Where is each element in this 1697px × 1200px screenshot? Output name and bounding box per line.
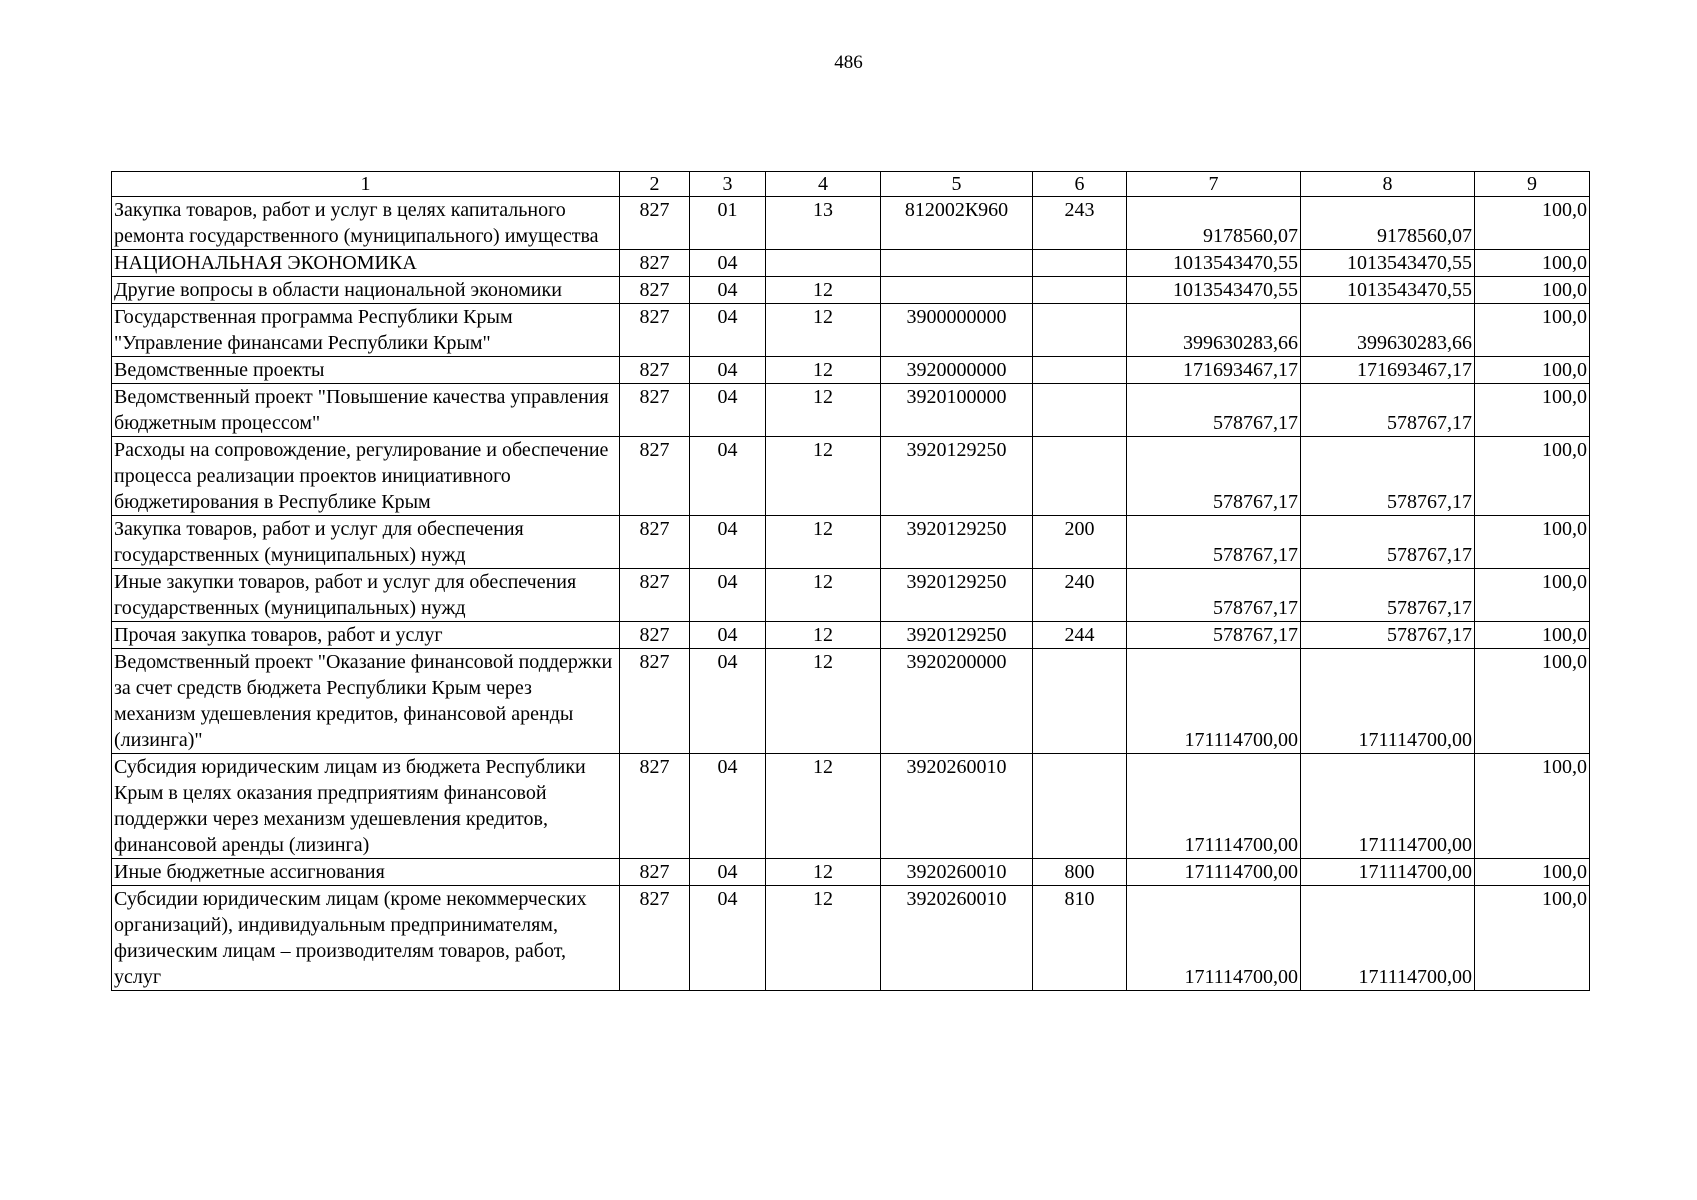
section-cell: 04 — [690, 437, 766, 516]
executed-amount-cell: 578767,17 — [1301, 516, 1475, 569]
section-cell: 04 — [690, 622, 766, 649]
percent-cell: 100,0 — [1475, 754, 1590, 859]
approved-amount-cell: 578767,17 — [1127, 437, 1301, 516]
target-article-cell: 3920129250 — [881, 437, 1033, 516]
percent-cell: 100,0 — [1475, 886, 1590, 991]
admin-code-cell: 827 — [620, 649, 690, 754]
item-name-cell: Ведомственные проекты — [112, 357, 620, 384]
expense-type-cell: 200 — [1033, 516, 1127, 569]
target-article-cell: 3920260010 — [881, 754, 1033, 859]
section-cell: 04 — [690, 859, 766, 886]
approved-amount-cell: 578767,17 — [1127, 569, 1301, 622]
target-article-cell: 3920100000 — [881, 384, 1033, 437]
section-cell: 04 — [690, 516, 766, 569]
executed-amount-cell: 578767,17 — [1301, 622, 1475, 649]
section-cell: 04 — [690, 649, 766, 754]
table-row — [112, 754, 1590, 859]
admin-code-cell: 827 — [620, 516, 690, 569]
subsection-cell: 12 — [766, 357, 881, 384]
percent-cell: 100,0 — [1475, 649, 1590, 754]
expense-type-cell — [1033, 437, 1127, 516]
expense-type-cell — [1033, 384, 1127, 437]
admin-code-cell: 827 — [620, 277, 690, 304]
item-name-cell: Государственная программа Республики Крым "Управление финансами Республики Крым" — [112, 304, 620, 357]
item-name-cell: Иные закупки товаров, работ и услуг для обеспечения государственных (муниципальных) нужд — [112, 569, 620, 622]
item-name-cell: Ведомственный проект "Повышение качества управления бюджетным процессом" — [112, 384, 620, 437]
admin-code-cell: 827 — [620, 357, 690, 384]
section-cell: 01 — [690, 197, 766, 250]
subsection-cell: 12 — [766, 859, 881, 886]
section-cell: 04 — [690, 277, 766, 304]
page-number: 486 — [834, 52, 863, 73]
admin-code-cell: 827 — [620, 250, 690, 277]
executed-amount-cell: 1013543470,55 — [1301, 277, 1475, 304]
item-name-cell: Иные бюджетные ассигнования — [112, 859, 620, 886]
percent-cell: 100,0 — [1475, 384, 1590, 437]
expense-type-cell — [1033, 357, 1127, 384]
header-cell: 7 — [1127, 172, 1301, 197]
expense-type-cell — [1033, 277, 1127, 304]
target-article-cell: 3920129250 — [881, 622, 1033, 649]
expense-type-cell: 243 — [1033, 197, 1127, 250]
header-cell: 4 — [766, 172, 881, 197]
target-article-cell: 3920129250 — [881, 516, 1033, 569]
item-name-cell: Другие вопросы в области национальной экономики — [112, 277, 620, 304]
target-article-cell: 3920129250 — [881, 569, 1033, 622]
approved-amount-cell: 171114700,00 — [1127, 649, 1301, 754]
section-cell: 04 — [690, 304, 766, 357]
section-cell: 04 — [690, 384, 766, 437]
item-name-cell: Расходы на сопровождение, регулирование и обеспечение процесса реализации проектов инициативного бюджетирования в Республике Крым — [112, 437, 620, 516]
executed-amount-cell: 171114700,00 — [1301, 754, 1475, 859]
executed-amount-cell: 171693467,17 — [1301, 357, 1475, 384]
executed-amount-cell: 578767,17 — [1301, 384, 1475, 437]
percent-cell: 100,0 — [1475, 357, 1590, 384]
header-cell: 2 — [620, 172, 690, 197]
executed-amount-cell: 399630283,66 — [1301, 304, 1475, 357]
subsection-cell: 12 — [766, 649, 881, 754]
executed-amount-cell: 1013543470,55 — [1301, 250, 1475, 277]
header-cell: 6 — [1033, 172, 1127, 197]
percent-cell: 100,0 — [1475, 250, 1590, 277]
executed-amount-cell: 171114700,00 — [1301, 859, 1475, 886]
subsection-cell: 12 — [766, 569, 881, 622]
expense-type-cell: 240 — [1033, 569, 1127, 622]
percent-cell: 100,0 — [1475, 859, 1590, 886]
percent-cell: 100,0 — [1475, 304, 1590, 357]
approved-amount-cell: 399630283,66 — [1127, 304, 1301, 357]
header-cell: 8 — [1301, 172, 1475, 197]
admin-code-cell: 827 — [620, 437, 690, 516]
table-row — [112, 859, 1590, 886]
executed-amount-cell: 171114700,00 — [1301, 886, 1475, 991]
subsection-cell — [766, 250, 881, 277]
subsection-cell: 13 — [766, 197, 881, 250]
section-cell: 04 — [690, 357, 766, 384]
target-article-cell: 3920200000 — [881, 649, 1033, 754]
approved-amount-cell: 171114700,00 — [1127, 859, 1301, 886]
item-name-cell: Субсидии юридическим лицам (кроме некоммерческих организаций), индивидуальным предпринимателям, физическим лицам – производителям товаров, работ, услуг — [112, 886, 620, 991]
target-article-cell: 3920000000 — [881, 357, 1033, 384]
approved-amount-cell: 578767,17 — [1127, 384, 1301, 437]
approved-amount-cell: 171114700,00 — [1127, 886, 1301, 991]
subsection-cell: 12 — [766, 384, 881, 437]
expense-type-cell: 800 — [1033, 859, 1127, 886]
expense-type-cell — [1033, 649, 1127, 754]
admin-code-cell: 827 — [620, 859, 690, 886]
approved-amount-cell: 171693467,17 — [1127, 357, 1301, 384]
admin-code-cell: 827 — [620, 569, 690, 622]
table-row — [112, 277, 1590, 304]
item-name-cell: Прочая закупка товаров, работ и услуг — [112, 622, 620, 649]
subsection-cell: 12 — [766, 304, 881, 357]
header-row — [112, 172, 1590, 197]
percent-cell: 100,0 — [1475, 516, 1590, 569]
expense-type-cell — [1033, 754, 1127, 859]
approved-amount-cell: 9178560,07 — [1127, 197, 1301, 250]
subsection-cell: 12 — [766, 516, 881, 569]
header-cell: 1 — [112, 172, 620, 197]
executed-amount-cell: 171114700,00 — [1301, 649, 1475, 754]
percent-cell: 100,0 — [1475, 622, 1590, 649]
approved-amount-cell: 578767,17 — [1127, 622, 1301, 649]
executed-amount-cell: 9178560,07 — [1301, 197, 1475, 250]
percent-cell: 100,0 — [1475, 277, 1590, 304]
table-row — [112, 250, 1590, 277]
approved-amount-cell: 1013543470,55 — [1127, 250, 1301, 277]
header-cell: 3 — [690, 172, 766, 197]
table-row — [112, 384, 1590, 437]
executed-amount-cell: 578767,17 — [1301, 569, 1475, 622]
percent-cell: 100,0 — [1475, 437, 1590, 516]
percent-cell: 100,0 — [1475, 197, 1590, 250]
table-row — [112, 886, 1590, 991]
target-article-cell: 3900000000 — [881, 304, 1033, 357]
expense-type-cell: 244 — [1033, 622, 1127, 649]
table-row — [112, 516, 1590, 569]
target-article-cell — [881, 277, 1033, 304]
subsection-cell: 12 — [766, 277, 881, 304]
item-name-cell: Субсидия юридическим лицам из бюджета Республики Крым в целях оказания предприятиям финансовой поддержки через механизм удешевления кредитов, финансовой аренды (лизинга) — [112, 754, 620, 859]
target-article-cell: 3920260010 — [881, 886, 1033, 991]
section-cell: 04 — [690, 250, 766, 277]
subsection-cell: 12 — [766, 754, 881, 859]
approved-amount-cell: 578767,17 — [1127, 516, 1301, 569]
target-article-cell — [881, 250, 1033, 277]
expense-type-cell: 810 — [1033, 886, 1127, 991]
item-name-cell: Закупка товаров, работ и услуг для обеспечения государственных (муниципальных) нужд — [112, 516, 620, 569]
header-cell: 9 — [1475, 172, 1590, 197]
budget-table — [111, 171, 1590, 991]
admin-code-cell: 827 — [620, 384, 690, 437]
header-cell: 5 — [881, 172, 1033, 197]
table-row — [112, 437, 1590, 516]
target-article-cell: 812002К960 — [881, 197, 1033, 250]
admin-code-cell: 827 — [620, 754, 690, 859]
admin-code-cell: 827 — [620, 622, 690, 649]
table-body — [112, 172, 1590, 991]
subsection-cell: 12 — [766, 622, 881, 649]
subsection-cell: 12 — [766, 437, 881, 516]
item-name-cell: Ведомственный проект "Оказание финансовой поддержки за счет средств бюджета Республики Крым через механизм удешевления кредитов, финансовой аренды (лизинга)" — [112, 649, 620, 754]
admin-code-cell: 827 — [620, 304, 690, 357]
item-name-cell: Закупка товаров, работ и услуг в целях капитального ремонта государственного (муниципального) имущества — [112, 197, 620, 250]
admin-code-cell: 827 — [620, 886, 690, 991]
table-row — [112, 304, 1590, 357]
percent-cell: 100,0 — [1475, 569, 1590, 622]
target-article-cell: 3920260010 — [881, 859, 1033, 886]
section-cell: 04 — [690, 886, 766, 991]
approved-amount-cell: 1013543470,55 — [1127, 277, 1301, 304]
section-cell: 04 — [690, 569, 766, 622]
table-row — [112, 197, 1590, 250]
executed-amount-cell: 578767,17 — [1301, 437, 1475, 516]
section-cell: 04 — [690, 754, 766, 859]
expense-type-cell — [1033, 304, 1127, 357]
table-row — [112, 649, 1590, 754]
table-row — [112, 569, 1590, 622]
table-row — [112, 622, 1590, 649]
subsection-cell: 12 — [766, 886, 881, 991]
admin-code-cell: 827 — [620, 197, 690, 250]
approved-amount-cell: 171114700,00 — [1127, 754, 1301, 859]
expense-type-cell — [1033, 250, 1127, 277]
table-row — [112, 357, 1590, 384]
item-name-cell: НАЦИОНАЛЬНАЯ ЭКОНОМИКА — [112, 250, 620, 277]
